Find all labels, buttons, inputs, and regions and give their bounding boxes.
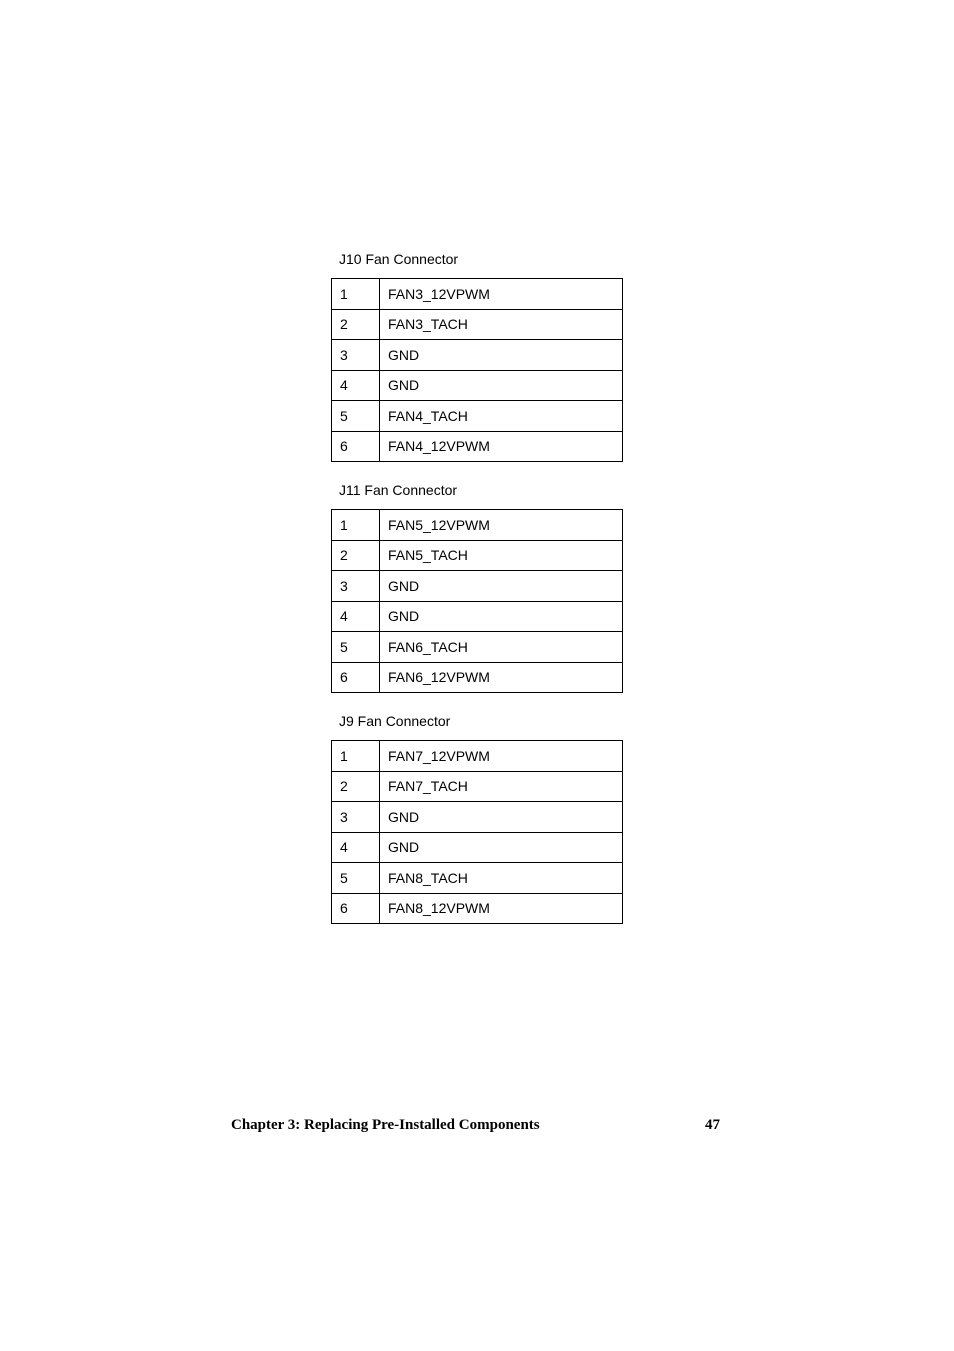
pin-number: 3 (332, 571, 380, 602)
table-row (332, 863, 623, 894)
pin-signal: FAN3_TACH (380, 309, 623, 340)
table-row (332, 571, 623, 602)
pin-number: 3 (332, 340, 380, 371)
pin-signal: GND (380, 571, 623, 602)
pin-number: 6 (332, 431, 380, 462)
pin-signal: FAN6_TACH (380, 632, 623, 663)
pin-number: 5 (332, 632, 380, 663)
pin-number: 1 (332, 741, 380, 772)
table-row (332, 832, 623, 863)
footer-chapter-title: Chapter 3: Replacing Pre-Installed Components (231, 1117, 540, 1133)
pin-signal: GND (380, 370, 623, 401)
j9-pin-table (331, 740, 623, 924)
pin-number: 6 (332, 662, 380, 693)
pin-number: 2 (332, 771, 380, 802)
pin-signal: FAN7_12VPWM (380, 741, 623, 772)
pin-signal: FAN3_12VPWM (380, 279, 623, 310)
pin-number: 4 (332, 370, 380, 401)
pin-signal: FAN8_12VPWM (380, 893, 623, 924)
pin-signal: GND (380, 802, 623, 833)
table-row (332, 510, 623, 541)
pin-number: 1 (332, 510, 380, 541)
table-row (332, 309, 623, 340)
table-row (332, 370, 623, 401)
pin-number: 1 (332, 279, 380, 310)
table-row (332, 802, 623, 833)
table-row (332, 893, 623, 924)
pin-number: 4 (332, 832, 380, 863)
pin-signal: GND (380, 340, 623, 371)
j11-caption: J11 Fan Connector (339, 482, 458, 498)
table-row (332, 431, 623, 462)
table-row (332, 401, 623, 432)
pin-signal: FAN7_TACH (380, 771, 623, 802)
pin-signal: GND (380, 601, 623, 632)
table-row (332, 632, 623, 663)
pin-signal: FAN4_TACH (380, 401, 623, 432)
table-row (332, 540, 623, 571)
pin-number: 4 (332, 601, 380, 632)
pin-number: 3 (332, 802, 380, 833)
pin-number: 2 (332, 540, 380, 571)
footer-page-number: 47 (705, 1117, 720, 1133)
pin-signal: FAN4_12VPWM (380, 431, 623, 462)
j10-caption: J10 Fan Connector (339, 251, 459, 267)
j11-pin-table (331, 509, 623, 693)
table-row (332, 771, 623, 802)
table-row (332, 601, 623, 632)
pin-number: 2 (332, 309, 380, 340)
j10-pin-table (331, 278, 623, 462)
table-row (332, 340, 623, 371)
pin-signal: FAN5_12VPWM (380, 510, 623, 541)
pin-signal: GND (380, 832, 623, 863)
pin-number: 5 (332, 401, 380, 432)
pin-signal: FAN8_TACH (380, 863, 623, 894)
pin-number: 6 (332, 893, 380, 924)
table-row (332, 741, 623, 772)
j9-caption: J9 Fan Connector (339, 713, 451, 729)
table-row (332, 662, 623, 693)
pin-signal: FAN5_TACH (380, 540, 623, 571)
table-row (332, 279, 623, 310)
pin-signal: FAN6_12VPWM (380, 662, 623, 693)
pin-number: 5 (332, 863, 380, 894)
